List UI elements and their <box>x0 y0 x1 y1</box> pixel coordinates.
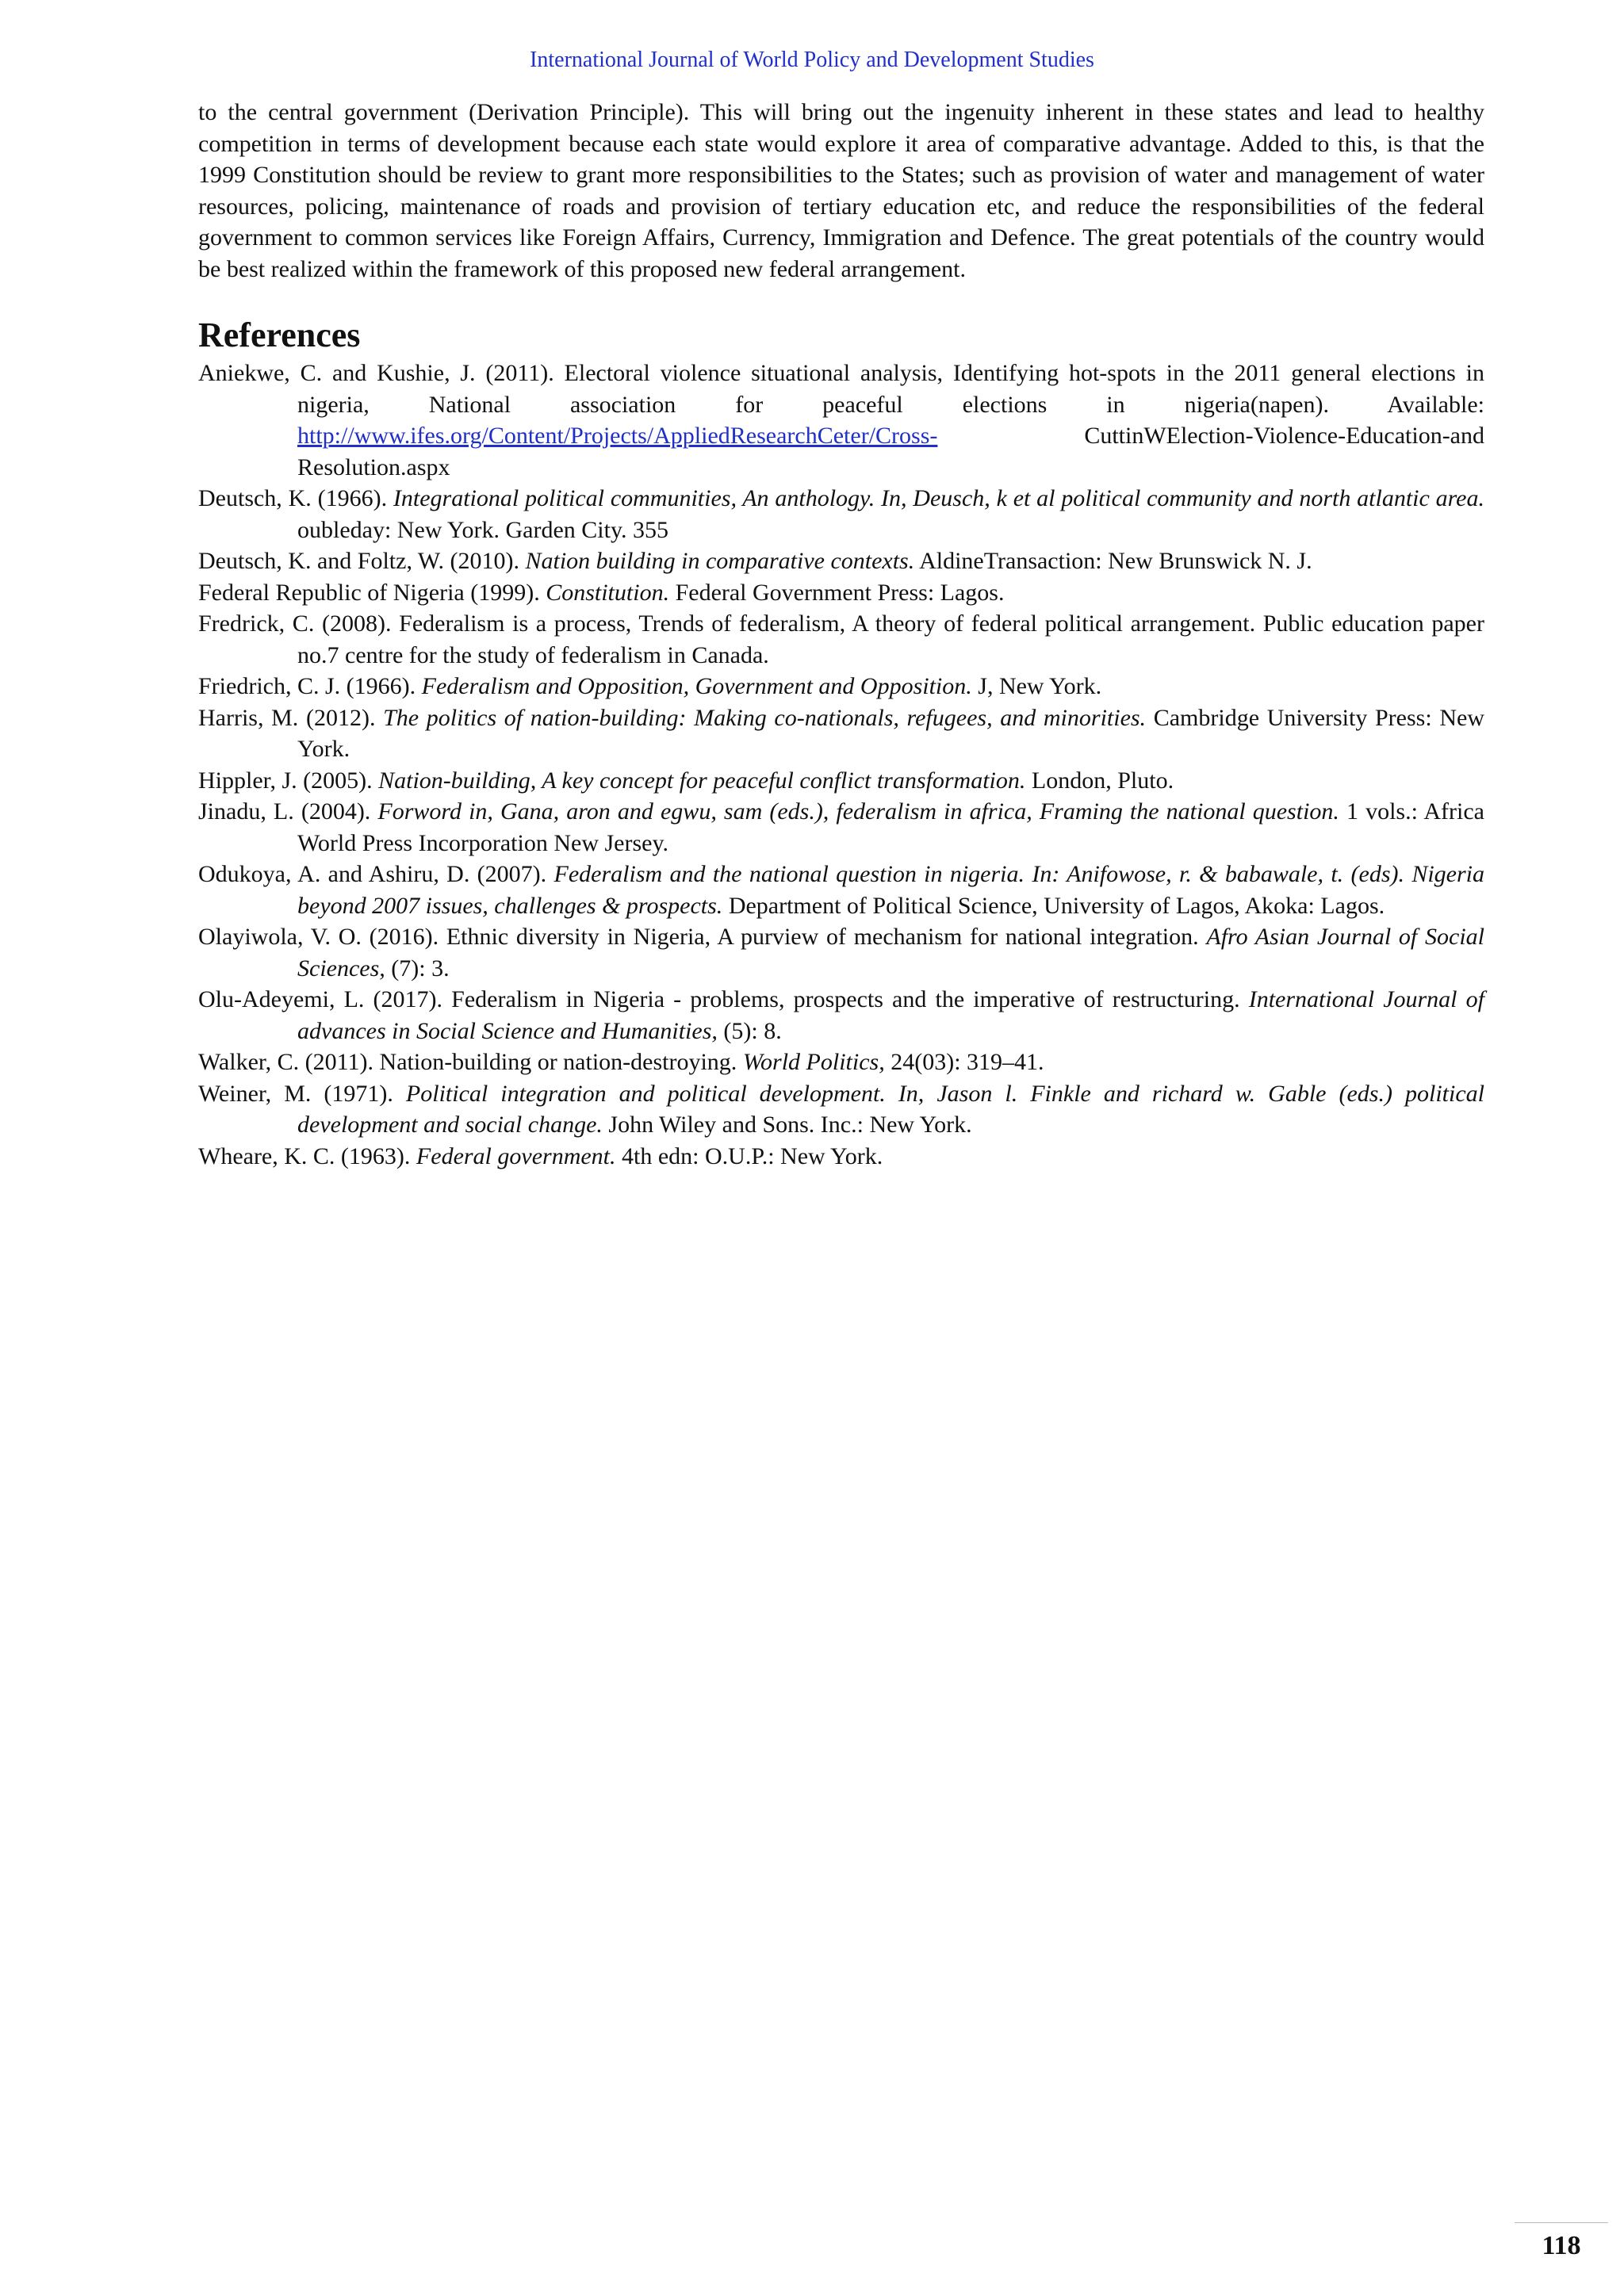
page-content <box>198 97 1484 1172</box>
reference-item-harris: Harris, M. (2012). The politics of nation-building: Making co-nationals, refugees, and minorities. Cambridge University Press: New York. <box>198 704 1484 762</box>
reference-item-deutsch-1966: Deutsch, K. (1966). Integrational political communities, An anthology. In, Deusch, k et al political community and north atlantic area. oubleday: New York. Garden City. 355 <box>198 485 1485 543</box>
reference-item-olu-adeyemi: Olu-Adeyemi, L. (2017). Federalism in Nigeria - problems, prospects and the imperative of restructuring. International Journal of advances in Social Science and Humanities, (5): 8. <box>198 986 1484 1044</box>
references-heading: References <box>198 316 361 354</box>
reference-item-walker: Walker, C. (2011). Nation-building or nation-destroying. World Politics, 24(03): 319–41. <box>198 1049 1044 1075</box>
intro-paragraph: to the central government (Derivation Principle). This will bring out the ingenuity inherent in these states and lead to healthy competition in terms of development because each state would explore it area of comparative advantage. Added to this, is that the 1999 Constitution should be review to grant more responsibilities to the States; such as provision of water and management of water resources, policing, maintenance of roads and provision of tertiary education etc, and reduce the responsibilities of the federal government to common services like Foreign Affairs, Currency, Immigration and Defence. The great potentials of the country would be best realized within the framework of this proposed new federal arrangement. <box>198 99 1484 282</box>
reference-list <box>198 358 1484 1172</box>
reference-item-jinadu: Jinadu, L. (2004). Forword in, Gana, aron and egwu, sam (eds.), federalism in africa, Framing the national question. 1 vols.: Africa World Press Incorporation New Jersey. <box>198 798 1484 856</box>
reference-item-frn-constitution: Federal Republic of Nigeria (1999). Constitution. Federal Government Press: Lagos. <box>198 579 1005 606</box>
reference-link-ifes[interactable]: http://www.ifes.org/Content/Projects/AppliedResearchCeter/Cross- <box>297 423 938 449</box>
reference-item-olayiwola: Olayiwola, V. O. (2016). Ethnic diversity in Nigeria, A purview of mechanism for national integration. Afro Asian Journal of Social Sciences, (7): 3. <box>198 924 1484 982</box>
page-number: 118 <box>1542 2231 1581 2260</box>
footer-divider <box>1515 2222 1608 2223</box>
reference-item-odukoya: Odukoya, A. and Ashiru, D. (2007). Federalism and the national question in nigeria. In: Anifowose, r. & babawale, t. (eds). Nigeria beyond 2007 issues, challenges & prospects. Department of Political Science, University of Lagos, Akoka: Lagos. <box>198 861 1484 919</box>
reference-item-weiner: Weiner, M. (1971). Political integration and political development. In, Jason l. Finkle and richard w. Gable (eds.) political development and social change. John Wiley and Sons. Inc.: New York. <box>198 1080 1484 1138</box>
reference-item-friedrich: Friedrich, C. J. (1966). Federalism and Opposition, Government and Opposition. J, New York. <box>198 673 1102 699</box>
reference-item-deutsch-foltz: Deutsch, K. and Foltz, W. (2010). Nation building in comparative contexts. AldineTransaction: New Brunswick N. J. <box>198 548 1312 574</box>
journal-header: International Journal of World Policy and Development Studies <box>530 48 1094 72</box>
reference-item-wheare: Wheare, K. C. (1963). Federal government. 4th edn: O.U.P.: New York. <box>198 1142 883 1169</box>
reference-item-fredrick: Fredrick, C. (2008). Federalism is a process, Trends of federalism, A theory of federal political arrangement. Public education paper no.7 centre for the study of federalism in Canada. <box>198 610 1484 668</box>
reference-item-aniekwe: Aniekwe, C. and Kushie, J. (2011). Electoral violence situational analysis, Identifying hot-spots in the 2011 general elections in nigeria, National association for peaceful elections in nigeria(napen). Available: http://www.ifes.org/Content/Projects/AppliedResearchCeter/Cross- CuttinWElection-Violence-Education-and Resolution.aspx <box>198 360 1484 480</box>
reference-item-hippler: Hippler, J. (2005). Nation-building, A key concept for peaceful conflict transformation. London, Pluto. <box>198 767 1174 794</box>
